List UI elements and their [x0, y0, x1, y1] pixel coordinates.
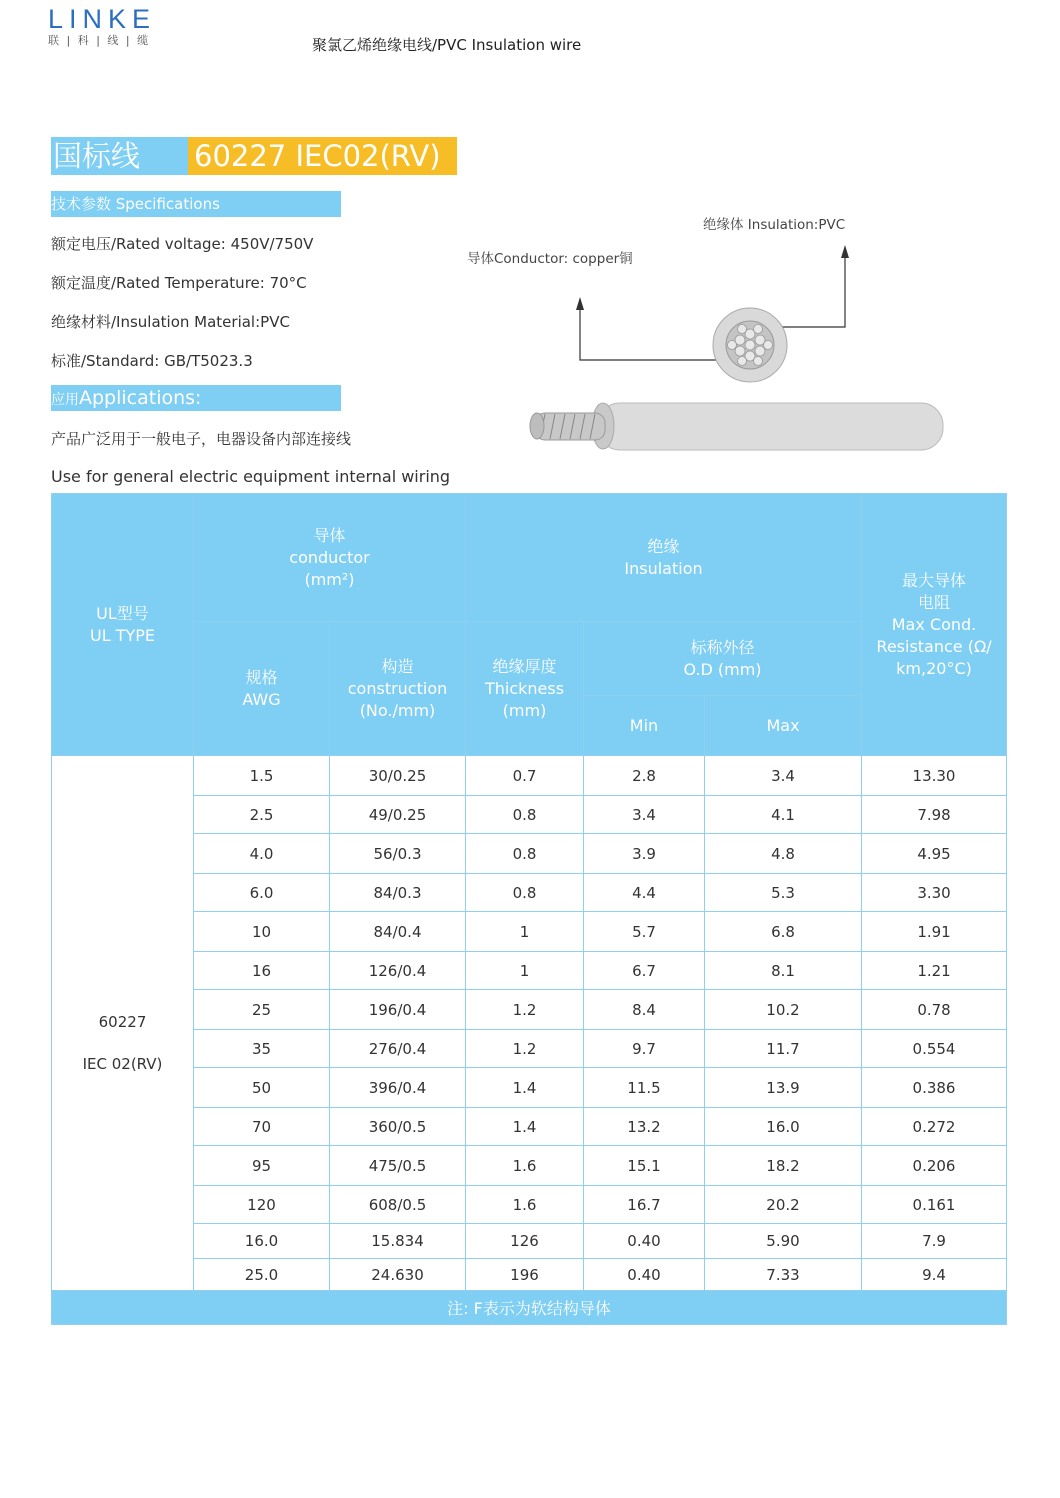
table-cell: 30/0.25 — [330, 756, 466, 796]
table-cell: 8.1 — [705, 952, 862, 990]
spec-rated-voltage: 额定电压/Rated voltage: 450V/750V — [51, 235, 314, 253]
table-row — [52, 990, 1007, 1030]
table-cell: 13.2 — [584, 1108, 705, 1146]
specifications-header: 技术参数 Specifications — [51, 191, 341, 217]
table-cell: 11.7 — [705, 1030, 862, 1068]
table-cell: 608/0.5 — [330, 1186, 466, 1224]
awg-header: 规格 AWG — [194, 622, 330, 756]
spec-insulation-material: 绝缘材料/Insulation Material:PVC — [51, 313, 290, 331]
table-cell: 84/0.3 — [330, 874, 466, 912]
table-cell: 4.0 — [194, 834, 330, 874]
logo-subtext: 联 | 科 | 线 | 缆 — [48, 34, 151, 47]
thickness-header: 绝缘厚度 Thickness (mm) — [466, 622, 584, 756]
table-cell: 9.4 — [862, 1259, 1007, 1291]
table-cell: 1.2 — [466, 1030, 584, 1068]
ul-type-cell: 60227 IEC 02(RV) — [52, 756, 194, 1291]
table-cell: 5.3 — [705, 874, 862, 912]
table-cell: 25 — [194, 990, 330, 1030]
table-row — [52, 1108, 1007, 1146]
table-cell: 475/0.5 — [330, 1146, 466, 1186]
standard-title-cn: 国标线 — [51, 137, 188, 175]
table-cell: 0.554 — [862, 1030, 1007, 1068]
applications-header-en: Applications: — [79, 387, 202, 409]
table-cell: 4.4 — [584, 874, 705, 912]
insulation-arrowhead — [841, 245, 849, 258]
table-cell: 10 — [194, 912, 330, 952]
table-cell: 1.4 — [466, 1108, 584, 1146]
table-cell: 1.5 — [194, 756, 330, 796]
table-cell: 16 — [194, 952, 330, 990]
table-cell: 20.2 — [705, 1186, 862, 1224]
applications-header-cn: 应用 — [51, 392, 79, 408]
table-cell: 16.7 — [584, 1186, 705, 1224]
table-cell: 16.0 — [194, 1224, 330, 1259]
table-cell: 120 — [194, 1186, 330, 1224]
table-cell: 0.8 — [466, 796, 584, 834]
table-cell: 1 — [466, 952, 584, 990]
table-cell: 11.5 — [584, 1068, 705, 1108]
table-row — [52, 1068, 1007, 1108]
conductor-end — [530, 413, 544, 439]
table-cell: 49/0.25 — [330, 796, 466, 834]
ul-type-header: UL型号 UL TYPE — [52, 494, 194, 756]
table-cell: 4.95 — [862, 834, 1007, 874]
conductor-arrow — [580, 307, 730, 360]
table-cell: 50 — [194, 1068, 330, 1108]
conductor-header: 导体 conductor (mm²) — [194, 494, 466, 622]
conductor-arrowhead — [576, 297, 584, 310]
od-header: 标称外径 O.D (mm) — [584, 622, 862, 696]
table-cell: 1.91 — [862, 912, 1007, 952]
table-row — [52, 796, 1007, 834]
table-cell: 3.4 — [705, 756, 862, 796]
applications-en: Use for general electric equipment internal wiring — [51, 467, 451, 486]
table-cell: 70 — [194, 1108, 330, 1146]
table-row — [52, 834, 1007, 874]
table-row — [52, 1224, 1007, 1259]
cable-illustration — [460, 200, 980, 470]
table-cell: 396/0.4 — [330, 1068, 466, 1108]
table-cell: 276/0.4 — [330, 1030, 466, 1068]
table-row — [52, 1146, 1007, 1186]
table-cell: 0.386 — [862, 1068, 1007, 1108]
table-cell: 1.6 — [466, 1146, 584, 1186]
table-cell: 126/0.4 — [330, 952, 466, 990]
document-title: 聚氯乙烯绝缘电线/PVC Insulation wire — [312, 36, 582, 54]
table-note: 注: F表示为软结构导体 — [52, 1291, 1007, 1325]
table-cell: 18.2 — [705, 1146, 862, 1186]
table-row — [52, 1259, 1007, 1291]
table-cell: 0.40 — [584, 1224, 705, 1259]
table-cell: 1.6 — [466, 1186, 584, 1224]
standard-title-model: 60227 IEC02(RV) — [188, 137, 457, 175]
table-cell: 4.8 — [705, 834, 862, 874]
table-cell: 0.161 — [862, 1186, 1007, 1224]
table-row — [52, 952, 1007, 990]
table-cell: 56/0.3 — [330, 834, 466, 874]
table-cell: 1.21 — [862, 952, 1007, 990]
table-cell: 8.4 — [584, 990, 705, 1030]
spec-standard: 标准/Standard: GB/T5023.3 — [51, 352, 253, 370]
table-cell: 3.9 — [584, 834, 705, 874]
table-cell: 84/0.4 — [330, 912, 466, 952]
table-cell: 196 — [466, 1259, 584, 1291]
table-cell: 0.206 — [862, 1146, 1007, 1186]
table-cell: 0.272 — [862, 1108, 1007, 1146]
standard-title-bar — [51, 137, 457, 175]
od-max-header: Max — [705, 696, 862, 756]
conductor-label: 导体Conductor: copper铜 — [467, 251, 633, 267]
cable-diagram — [460, 200, 980, 470]
table-cell: 0.78 — [862, 990, 1007, 1030]
table-cell: 2.5 — [194, 796, 330, 834]
table-cell: 360/0.5 — [330, 1108, 466, 1146]
table-cell: 15.834 — [330, 1224, 466, 1259]
table-row — [52, 1030, 1007, 1068]
table-cell: 13.30 — [862, 756, 1007, 796]
table-cell: 6.7 — [584, 952, 705, 990]
table-cell: 3.4 — [584, 796, 705, 834]
od-min-header: Min — [584, 696, 705, 756]
table-row — [52, 1186, 1007, 1224]
table-cell: 2.8 — [584, 756, 705, 796]
table-cell: 35 — [194, 1030, 330, 1068]
table-cell: 5.7 — [584, 912, 705, 952]
insulation-header: 绝缘 Insulation — [466, 494, 862, 622]
table-cell: 0.40 — [584, 1259, 705, 1291]
table-cell: 13.9 — [705, 1068, 862, 1108]
table-cell: 4.1 — [705, 796, 862, 834]
cable-jacket — [598, 403, 943, 450]
table-cell: 196/0.4 — [330, 990, 466, 1030]
table-cell: 95 — [194, 1146, 330, 1186]
applications-cn: 产品广泛用于一般电子，电器设备内部连接线 — [51, 430, 352, 448]
table-row — [52, 756, 1007, 796]
table-cell: 6.0 — [194, 874, 330, 912]
insulation-label: 绝缘体 Insulation:PVC — [703, 217, 846, 233]
table-cell: 1 — [466, 912, 584, 952]
construction-header: 构造 construction (No./mm) — [330, 622, 466, 756]
resistance-header: 最大导体 电阻 Max Cond. Resistance (Ω/ km,20°C) — [862, 494, 1007, 756]
table-row — [52, 912, 1007, 952]
table-cell: 9.7 — [584, 1030, 705, 1068]
spec-rated-temperature: 额定温度/Rated Temperature: 70°C — [51, 274, 307, 292]
table-cell: 16.0 — [705, 1108, 862, 1146]
table-cell: 7.98 — [862, 796, 1007, 834]
insulation-arrow — [780, 255, 845, 327]
table-cell: 5.90 — [705, 1224, 862, 1259]
table-cell: 7.9 — [862, 1224, 1007, 1259]
table-cell: 10.2 — [705, 990, 862, 1030]
table-cell: 126 — [466, 1224, 584, 1259]
table-cell: 0.7 — [466, 756, 584, 796]
table-cell: 0.8 — [466, 834, 584, 874]
brand-logo — [48, 4, 198, 48]
applications-header — [51, 385, 341, 411]
table-cell: 1.4 — [466, 1068, 584, 1108]
table-row — [52, 874, 1007, 912]
table-cell: 7.33 — [705, 1259, 862, 1291]
specification-table — [51, 493, 1007, 1325]
logo-text: LINKE — [48, 4, 157, 34]
table-cell: 6.8 — [705, 912, 862, 952]
table-cell: 15.1 — [584, 1146, 705, 1186]
table-cell: 24.630 — [330, 1259, 466, 1291]
table-cell: 3.30 — [862, 874, 1007, 912]
table-cell: 0.8 — [466, 874, 584, 912]
table-cell: 25.0 — [194, 1259, 330, 1291]
table-cell: 1.2 — [466, 990, 584, 1030]
